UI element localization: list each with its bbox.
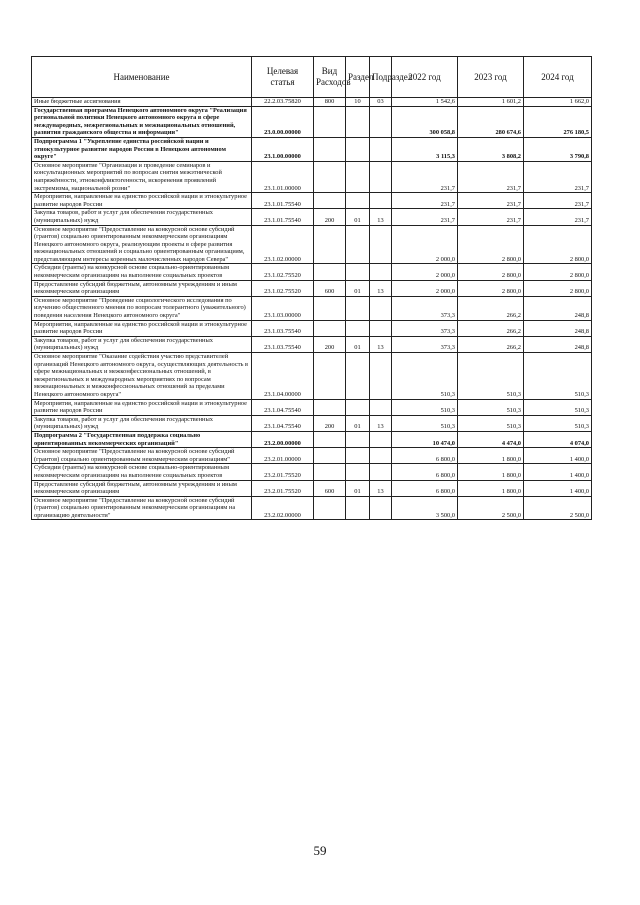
row-2023: 3 808,2	[458, 137, 524, 161]
row-vid	[314, 464, 346, 480]
row-podr	[370, 225, 392, 264]
row-2023: 1 601,2	[458, 98, 524, 107]
row-2022: 2 000,0	[392, 264, 458, 280]
row-razd	[346, 353, 370, 400]
table-row	[32, 280, 592, 296]
row-razd	[346, 448, 370, 464]
row-name: Основное мероприятие "Предоставление на конкурсной основе субсидий (грантов) социально ориентированным некоммерческим организациям на организацию деятельности"	[32, 496, 252, 520]
row-podr	[370, 193, 392, 209]
row-2022: 510,3	[392, 399, 458, 415]
row-vid	[314, 431, 346, 447]
row-2022: 510,3	[392, 353, 458, 400]
row-article: 23.1.03.00000	[252, 296, 314, 320]
row-name: Иные бюджетные ассигнования	[32, 98, 252, 107]
row-name: Основное мероприятие "Организация и проведение семинаров и консультационных мероприятий по вопросам снятия межэтнической напряжённости, этноконфликтогенности, искоренения проявлений экстремизма, национальной розни"	[32, 161, 252, 192]
row-2023: 231,7	[458, 161, 524, 192]
row-2023: 510,3	[458, 415, 524, 431]
row-podr	[370, 320, 392, 336]
row-name: Предоставление субсидий бюджетным, автономным учреждениям и иным некоммерческим организациям	[32, 280, 252, 296]
row-podr: 13	[370, 336, 392, 352]
row-name: Закупка товаров, работ и услуг для обеспечения государственных (муниципальных) нужд	[32, 209, 252, 225]
table-row	[32, 296, 592, 320]
row-article: 22.2.03.75820	[252, 98, 314, 107]
row-2024: 510,3	[524, 399, 592, 415]
row-article: 23.1.01.00000	[252, 161, 314, 192]
row-2022: 231,7	[392, 193, 458, 209]
row-2023: 231,7	[458, 209, 524, 225]
row-2023: 266,2	[458, 336, 524, 352]
table-row	[32, 193, 592, 209]
row-2022: 373,3	[392, 320, 458, 336]
row-vid: 200	[314, 209, 346, 225]
row-2022: 2 000,0	[392, 280, 458, 296]
header-2023: 2023 год	[458, 57, 524, 98]
row-2024: 248,8	[524, 336, 592, 352]
row-2023: 1 800,0	[458, 448, 524, 464]
row-razd	[346, 264, 370, 280]
row-razd	[346, 431, 370, 447]
row-podr: 13	[370, 480, 392, 496]
row-2023: 1 800,0	[458, 480, 524, 496]
row-razd: 01	[346, 280, 370, 296]
row-2022: 10 474,0	[392, 431, 458, 447]
row-name: Мероприятия, направленные на единство российской нации и этнокультурное развитие народов России	[32, 193, 252, 209]
row-article: 23.2.01.75520	[252, 480, 314, 496]
row-razd	[346, 464, 370, 480]
row-name: Закупка товаров, работ и услуг для обеспечения государственных (муниципальных) нужд	[32, 336, 252, 352]
row-2022: 6 800,0	[392, 448, 458, 464]
row-vid: 200	[314, 415, 346, 431]
row-podr	[370, 399, 392, 415]
row-2022: 373,3	[392, 336, 458, 352]
row-podr	[370, 137, 392, 161]
row-2023: 2 800,0	[458, 280, 524, 296]
table-row	[32, 320, 592, 336]
row-2022: 6 800,0	[392, 464, 458, 480]
row-vid	[314, 264, 346, 280]
row-podr	[370, 353, 392, 400]
row-2024: 231,7	[524, 193, 592, 209]
row-2023: 266,2	[458, 320, 524, 336]
row-name: Мероприятия, направленные на единство российской нации и этнокультурное развитие народов России	[32, 399, 252, 415]
row-vid	[314, 496, 346, 520]
row-razd	[346, 161, 370, 192]
row-2024: 3 790,8	[524, 137, 592, 161]
page-number: 59	[313, 843, 327, 858]
table-row	[32, 464, 592, 480]
table-row	[32, 98, 592, 107]
row-2023: 4 474,0	[458, 431, 524, 447]
row-article: 23.1.00.00000	[252, 137, 314, 161]
header-article: Целевая статья	[252, 57, 314, 98]
row-2022: 1 542,6	[392, 98, 458, 107]
row-razd: 01	[346, 415, 370, 431]
row-vid	[314, 448, 346, 464]
header-2024: 2024 год	[524, 57, 592, 98]
row-vid	[314, 225, 346, 264]
row-podr	[370, 431, 392, 447]
row-vid	[314, 193, 346, 209]
row-2022: 300 058,8	[392, 106, 458, 137]
row-article: 23.1.01.75540	[252, 193, 314, 209]
row-podr	[370, 496, 392, 520]
row-2023: 2 500,0	[458, 496, 524, 520]
table-row	[32, 448, 592, 464]
row-name: Основное мероприятие "Оказание содействия участию представителей организаций Ненецкого автономного округа, осуществляющих деятельность в сфере межнациональных и межконфессиональных отношений, в межрегиональных и международных мероприятиях по вопросам межнациональных и межконфессиональных отношений за пределами Ненецкого автономного округа"	[32, 353, 252, 400]
row-razd: 01	[346, 480, 370, 496]
row-article: 23.1.02.75520	[252, 280, 314, 296]
row-2022: 3 500,0	[392, 496, 458, 520]
row-2024: 1 400,0	[524, 448, 592, 464]
row-vid	[314, 137, 346, 161]
row-2024: 276 180,5	[524, 106, 592, 137]
row-2022: 6 800,0	[392, 480, 458, 496]
row-razd: 10	[346, 98, 370, 107]
header-name: Наименование	[32, 57, 252, 98]
row-name: Субсидии (гранты) на конкурсной основе социально-ориентированным некоммерческим организациям на выполнение социальных проектов	[32, 264, 252, 280]
row-2023: 1 800,0	[458, 464, 524, 480]
row-vid: 600	[314, 480, 346, 496]
row-vid	[314, 399, 346, 415]
row-vid: 800	[314, 98, 346, 107]
row-article: 23.1.04.00000	[252, 353, 314, 400]
row-name: Субсидии (гранты) на конкурсной основе социально-ориентированным некоммерческим организациям на выполнение социальных проектов	[32, 464, 252, 480]
row-vid	[314, 106, 346, 137]
row-2023: 510,3	[458, 353, 524, 400]
table-row	[32, 415, 592, 431]
row-2023: 266,2	[458, 296, 524, 320]
row-razd	[346, 225, 370, 264]
row-2024: 1 400,0	[524, 464, 592, 480]
row-article: 23.1.01.75540	[252, 209, 314, 225]
row-2024: 2 800,0	[524, 264, 592, 280]
table-row	[32, 431, 592, 447]
row-razd	[346, 296, 370, 320]
row-podr	[370, 448, 392, 464]
row-podr: 03	[370, 98, 392, 107]
row-name: Государственная программа Ненецкого автономного округа "Реализация региональной политики Ненецкого автономного округа в сфере международных, межрегиональных и межнациональных отношений, развития гражданского общества и информации"	[32, 106, 252, 137]
row-2022: 2 000,0	[392, 225, 458, 264]
row-2024: 248,8	[524, 320, 592, 336]
row-razd	[346, 399, 370, 415]
table-body	[32, 98, 592, 520]
row-razd	[346, 496, 370, 520]
row-podr	[370, 296, 392, 320]
row-razd	[346, 193, 370, 209]
row-name: Предоставление субсидий бюджетным, автономным учреждениям и иным некоммерческим организациям	[32, 480, 252, 496]
row-vid: 200	[314, 336, 346, 352]
row-2022: 510,3	[392, 415, 458, 431]
budget-table	[31, 56, 592, 520]
row-2023: 231,7	[458, 193, 524, 209]
row-2022: 3 115,3	[392, 137, 458, 161]
row-name: Мероприятия, направленные на единство российской нации и этнокультурное развитие народов России	[32, 320, 252, 336]
table-row	[32, 264, 592, 280]
row-podr	[370, 161, 392, 192]
row-article: 23.1.04.75540	[252, 399, 314, 415]
table-row	[32, 106, 592, 137]
table-row	[32, 399, 592, 415]
row-podr: 13	[370, 209, 392, 225]
row-2023: 280 674,6	[458, 106, 524, 137]
row-name: Основное мероприятие "Предоставление на конкурсной основе субсидий (грантов) социально ориентированным некоммерческим организациям Ненецкого автономного округа, реализующим проекты в сфере развития межнациональных отношений и социально ориентированным организациям, представляющим интересы коренных малочисленных народов Севера"	[32, 225, 252, 264]
row-2024: 248,8	[524, 296, 592, 320]
row-vid: 600	[314, 280, 346, 296]
row-podr: 13	[370, 280, 392, 296]
row-vid	[314, 296, 346, 320]
row-razd	[346, 106, 370, 137]
table-header-row	[32, 57, 592, 98]
row-2022: 231,7	[392, 161, 458, 192]
row-2024: 4 074,0	[524, 431, 592, 447]
row-2024: 510,3	[524, 415, 592, 431]
row-2023: 2 800,0	[458, 225, 524, 264]
row-2023: 510,3	[458, 399, 524, 415]
row-podr	[370, 106, 392, 137]
row-2022: 231,7	[392, 209, 458, 225]
row-podr	[370, 264, 392, 280]
row-article: 23.1.03.75540	[252, 336, 314, 352]
row-article: 23.1.03.75540	[252, 320, 314, 336]
row-article: 23.2.01.00000	[252, 448, 314, 464]
row-podr: 13	[370, 415, 392, 431]
header-razd: Раздел	[346, 57, 370, 98]
row-article: 23.1.02.75520	[252, 264, 314, 280]
table-row	[32, 225, 592, 264]
row-vid	[314, 320, 346, 336]
header-podr: Подраздел	[370, 57, 392, 98]
table-row	[32, 336, 592, 352]
row-article: 23.2.01.75520	[252, 464, 314, 480]
table-row	[32, 496, 592, 520]
row-2023: 2 800,0	[458, 264, 524, 280]
header-vid: Вид Расходов	[314, 57, 346, 98]
header-2022: 2022 год	[392, 57, 458, 98]
row-2022: 373,3	[392, 296, 458, 320]
row-article: 23.2.00.00000	[252, 431, 314, 447]
row-article: 23.1.02.00000	[252, 225, 314, 264]
row-name: Подпрограмма 2 "Государственная поддержка социально ориентированных некоммерческих организаций"	[32, 431, 252, 447]
row-name: Подпрограмма 1 "Укрепление единства российской нации и этнокультурное развитие народов России в Ненецком автономном округе"	[32, 137, 252, 161]
row-vid	[314, 353, 346, 400]
row-razd: 01	[346, 336, 370, 352]
row-2024: 1 400,0	[524, 480, 592, 496]
row-name: Закупка товаров, работ и услуг для обеспечения государственных (муниципальных) нужд	[32, 415, 252, 431]
row-2024: 510,3	[524, 353, 592, 400]
row-2024: 2 500,0	[524, 496, 592, 520]
table-row	[32, 137, 592, 161]
table-row	[32, 209, 592, 225]
row-2024: 2 800,0	[524, 280, 592, 296]
row-2024: 2 800,0	[524, 225, 592, 264]
row-article: 23.2.02.00000	[252, 496, 314, 520]
row-name: Основное мероприятие "Проведение социологического исследования по изучению общественного мнения по вопросам толерантного (уважительного) поведения населения Ненецкого автономного округа"	[32, 296, 252, 320]
row-razd	[346, 320, 370, 336]
row-podr	[370, 464, 392, 480]
row-vid	[314, 161, 346, 192]
row-razd	[346, 137, 370, 161]
table-row	[32, 480, 592, 496]
table-row	[32, 161, 592, 192]
row-article: 23.0.00.00000	[252, 106, 314, 137]
row-razd: 01	[346, 209, 370, 225]
row-2024: 231,7	[524, 161, 592, 192]
row-2024: 231,7	[524, 209, 592, 225]
table-row	[32, 353, 592, 400]
row-article: 23.1.04.75540	[252, 415, 314, 431]
row-2024: 1 662,0	[524, 98, 592, 107]
row-name: Основное мероприятие "Предоставление на конкурсной основе субсидий (грантов) социально ориентированным некоммерческим организациям"	[32, 448, 252, 464]
